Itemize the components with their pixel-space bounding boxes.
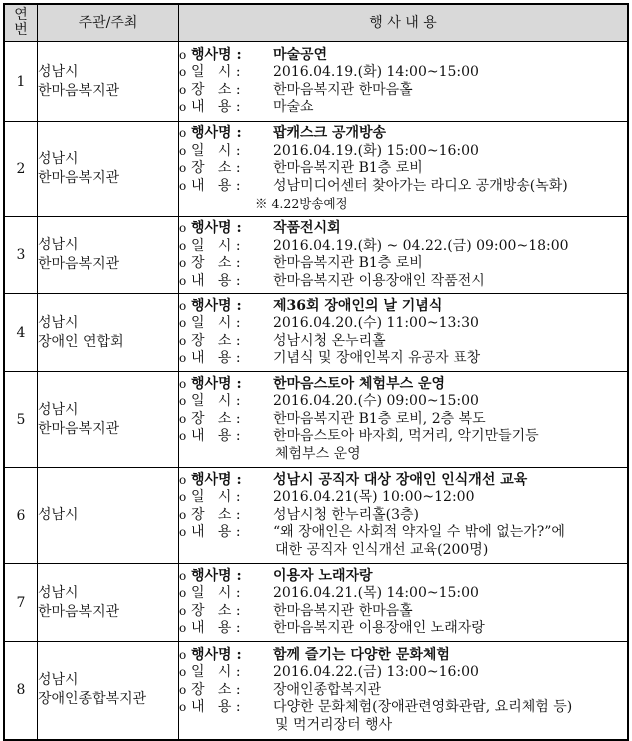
- bullet-mark: o: [179, 221, 187, 235]
- label-place: 장 소 :: [191, 506, 241, 523]
- label-date: 일 시 :: [191, 393, 241, 410]
- detail-line-detail: [179, 524, 627, 542]
- label-detail: 내 용 :: [191, 620, 241, 636]
- value-name: 제36회 장애인의 날 기념식: [273, 297, 443, 314]
- table-row: [4, 468, 628, 564]
- row-number: 7: [4, 564, 38, 642]
- label-name: 행사명 :: [191, 646, 242, 663]
- organizer-line1: 성남시: [38, 63, 79, 80]
- organizer-line2: 한마음복지관: [38, 82, 120, 99]
- bullet-mark: o: [179, 143, 187, 158]
- bullet-mark: o: [179, 411, 187, 426]
- value-detail: 기념식 및 장애인복지 유공자 표창: [273, 350, 481, 366]
- row-organizer: [38, 564, 179, 642]
- row-organizer: [38, 468, 179, 564]
- row-organizer: [38, 42, 179, 122]
- label-date: 일 시 :: [191, 489, 241, 506]
- broadcast-note: ※ 4.22방송예정: [255, 196, 348, 212]
- value-date: 2016.04.21.(목) 14:00~15:00: [273, 585, 479, 601]
- row-number: 6: [4, 468, 38, 564]
- value-name: 작품전시회: [273, 220, 341, 236]
- detail-line-name: [179, 298, 627, 316]
- detail-line-date: [179, 393, 627, 411]
- value-place: 장애인종합복지관: [273, 681, 382, 698]
- detail-line-place: [179, 160, 627, 178]
- row-organizer: [38, 372, 179, 468]
- value-detail: “왜 장애인은 사회적 약자일 수 밖에 없는가?”에: [273, 524, 565, 541]
- label-place: 장 소 :: [191, 255, 241, 271]
- organizer-line2: 장애인 연합회: [38, 333, 124, 350]
- value-detail: 다양한 문화체험(장애관련영화관람, 요리체험 등): [273, 699, 573, 715]
- detail-line-date: [179, 315, 627, 333]
- table-row: [4, 294, 628, 372]
- label-place: 장 소 :: [191, 160, 241, 177]
- bullet-mark: o: [179, 100, 187, 114]
- bullet-mark: o: [179, 647, 187, 662]
- label-place: 장 소 :: [191, 410, 241, 427]
- organizer-line2: 한마음복지관: [38, 170, 120, 186]
- organizer-line1: 성남시: [38, 401, 79, 418]
- label-detail: 내 용 :: [191, 428, 241, 445]
- bullet-mark: o: [179, 700, 187, 714]
- value-name: 이용자 노래자랑: [273, 567, 373, 584]
- value-place: 성남시청 온누리홀: [273, 332, 386, 349]
- value-detail: 한마음스토아 바자회, 먹거리, 악기만들기등: [273, 428, 539, 445]
- value-place: 한마음복지관 한마음홀: [273, 81, 413, 98]
- label-date: 일 시 :: [191, 64, 241, 80]
- bullet-mark: o: [179, 507, 187, 522]
- detail-line-detail: [179, 99, 627, 117]
- bullet-mark: o: [179, 586, 187, 600]
- table-row: [4, 217, 628, 294]
- detail-line-name: [179, 568, 627, 586]
- row-content: [179, 122, 629, 217]
- value-date: 2016.04.19.(화) 14:00~15:00: [273, 64, 479, 80]
- label-name: 행사명 :: [191, 297, 242, 314]
- label-date: 일 시 :: [191, 664, 241, 680]
- detail-continuation: 대한 공직자 인식개선 교육(200명): [275, 541, 489, 558]
- value-date: 2016.04.20.(수) 11:00~13:30: [273, 315, 479, 331]
- bullet-mark: o: [179, 333, 187, 348]
- detail-line-date: [179, 585, 627, 603]
- organizer-line1: 성남시: [38, 584, 79, 601]
- detail-line-date: [179, 64, 627, 82]
- bullet-mark: o: [179, 273, 187, 288]
- detail-line-detail: [179, 178, 627, 196]
- value-date: 2016.04.20.(수) 09:00~15:00: [273, 393, 479, 410]
- value-place: 한마음복지관 B1층 로비, 2층 복도: [273, 410, 486, 427]
- row-number: 3: [4, 217, 38, 294]
- row-content: [179, 564, 629, 642]
- bullet-mark: o: [179, 568, 187, 583]
- bullet-mark: o: [179, 238, 187, 253]
- label-detail: 내 용 :: [191, 699, 241, 715]
- detail-line-date: [179, 143, 627, 161]
- organizer-line1: 성남시: [38, 507, 79, 523]
- row-number: 1: [4, 42, 38, 122]
- row-content: [179, 642, 629, 740]
- table-row: [4, 372, 628, 468]
- label-detail: 내 용 :: [191, 99, 241, 115]
- table-row: [4, 122, 628, 217]
- detail-line-name: [179, 472, 627, 490]
- label-name: 행사명 :: [191, 375, 242, 392]
- table-body: [4, 42, 628, 740]
- label-date: 일 시 :: [191, 585, 241, 601]
- bullet-mark: o: [179, 298, 187, 313]
- label-place: 장 소 :: [191, 681, 241, 698]
- header-number-line2: 번: [14, 22, 28, 38]
- bullet-mark: o: [179, 126, 187, 141]
- header-organizer: 주관/주최: [38, 4, 179, 42]
- label-place: 장 소 :: [191, 332, 241, 349]
- detail-line-date: [179, 489, 627, 507]
- detail-line-place: [179, 507, 627, 525]
- detail-line-detail: [179, 273, 627, 291]
- label-date: 일 시 :: [191, 237, 241, 254]
- organizer-line1: 성남시: [38, 314, 79, 331]
- table-row: [4, 642, 628, 740]
- bullet-mark: o: [179, 665, 187, 679]
- header-number-line1: 연: [14, 7, 28, 23]
- value-detail: 성남미디어센터 찾아가는 라디오 공개방송(녹화): [273, 177, 568, 194]
- value-name: 함께 즐기는 다양한 문화체험: [273, 646, 450, 663]
- row-content: [179, 217, 629, 294]
- detail-line-place: [179, 682, 627, 700]
- value-date: 2016.04.19.(화) 15:00~16:00: [273, 142, 479, 159]
- label-name: 행사명 :: [191, 567, 242, 584]
- label-name: 행사명 :: [191, 220, 242, 236]
- organizer-line2: 한마음복지관: [38, 256, 120, 272]
- bullet-mark: o: [179, 394, 187, 409]
- label-name: 행사명 :: [191, 471, 242, 488]
- label-name: 행사명 :: [191, 125, 242, 142]
- bullet-mark: o: [179, 621, 187, 635]
- detail-continuation: 체험부스 운영: [275, 445, 361, 462]
- detail-line-date: [179, 664, 627, 682]
- value-detail: 마술쇼: [273, 99, 314, 115]
- bullet-mark: o: [179, 47, 187, 62]
- bullet-mark: o: [179, 490, 187, 505]
- organizer-line1: 성남시: [38, 237, 79, 253]
- value-name: 팝캐스크 공개방송: [273, 125, 387, 142]
- value-date: 2016.04.21(목) 10:00~12:00: [273, 489, 475, 506]
- row-content: [179, 294, 629, 372]
- row-number: 2: [4, 122, 38, 217]
- detail-line-place: [179, 255, 627, 273]
- bullet-mark: o: [179, 65, 187, 79]
- value-name: 마술공연: [273, 46, 328, 63]
- value-place: 한마음복지관 B1층 로비: [273, 255, 423, 271]
- row-organizer: [38, 294, 179, 372]
- detail-line-place: [179, 82, 627, 100]
- value-detail: 한마음복지관 이용장애인 노래자랑: [273, 620, 485, 636]
- detail-line-detail: [179, 620, 627, 638]
- organizer-line1: 성남시: [38, 672, 79, 689]
- row-organizer: [38, 122, 179, 217]
- label-name: 행사명 :: [191, 46, 242, 63]
- bullet-mark: o: [179, 351, 187, 365]
- bullet-mark: o: [179, 161, 187, 176]
- value-name: 성남시 공직자 대상 장애인 인식개선 교육: [273, 471, 528, 488]
- row-organizer: [38, 642, 179, 740]
- label-place: 장 소 :: [191, 81, 241, 98]
- row-number: 4: [4, 294, 38, 372]
- bullet-mark: o: [179, 316, 187, 330]
- row-content: [179, 468, 629, 564]
- bullet-mark: o: [179, 376, 187, 391]
- bullet-mark: o: [179, 603, 187, 618]
- organizer-line1: 성남시: [38, 151, 79, 167]
- value-place: 한마음복지관 B1층 로비: [273, 160, 423, 177]
- value-date: 2016.04.22.(금) 13:00~16:00: [273, 664, 479, 680]
- bullet-mark: o: [179, 429, 187, 444]
- label-detail: 내 용 :: [191, 524, 241, 541]
- table-row: [4, 42, 628, 122]
- value-place: 한마음복지관 한마음홀: [273, 602, 413, 619]
- detail-line-name: [179, 376, 627, 394]
- row-number: 5: [4, 372, 38, 468]
- event-table: [3, 3, 629, 741]
- value-detail: 한마음복지관 이용장애인 작품전시: [273, 272, 485, 289]
- detail-line-place: [179, 333, 627, 351]
- row-content: [179, 42, 629, 122]
- header-number: [4, 4, 38, 42]
- label-detail: 내 용 :: [191, 177, 241, 194]
- label-detail: 내 용 :: [191, 350, 241, 366]
- detail-line-date: [179, 238, 627, 256]
- row-number: 8: [4, 642, 38, 740]
- bullet-mark: o: [179, 82, 187, 97]
- value-place: 성남시청 한누리홀(3층): [273, 506, 419, 523]
- detail-line-detail: [179, 428, 627, 446]
- bullet-mark: o: [179, 525, 187, 540]
- detail-line-name: [179, 125, 627, 143]
- value-date: 2016.04.19.(화) ~ 04.22.(금) 09:00~18:00: [273, 237, 569, 254]
- organizer-line2: 한마음복지관: [38, 420, 120, 437]
- header-content: 행 사 내 용: [179, 4, 629, 42]
- detail-line-detail: [179, 350, 627, 368]
- bullet-mark: o: [179, 472, 187, 487]
- bullet-mark: o: [179, 256, 187, 270]
- table-header-row: [4, 4, 628, 42]
- detail-line-detail: [179, 699, 627, 717]
- detail-continuation: 및 먹거리장터 행사: [275, 716, 393, 733]
- detail-line-name: [179, 47, 627, 65]
- row-content: [179, 372, 629, 468]
- detail-line-name: [179, 220, 627, 238]
- detail-line-name: [179, 647, 627, 665]
- detail-line-place: [179, 411, 627, 429]
- bullet-mark: o: [179, 178, 187, 193]
- label-date: 일 시 :: [191, 315, 241, 331]
- value-name: 한마음스토아 체험부스 운영: [273, 375, 446, 392]
- label-date: 일 시 :: [191, 142, 241, 159]
- label-detail: 내 용 :: [191, 272, 241, 289]
- organizer-line2: 한마음복지관: [38, 603, 120, 620]
- organizer-line2: 장애인종합복지관: [38, 691, 147, 708]
- detail-line-place: [179, 603, 627, 621]
- row-organizer: [38, 217, 179, 294]
- table-row: [4, 564, 628, 642]
- label-place: 장 소 :: [191, 602, 241, 619]
- bullet-mark: o: [179, 682, 187, 697]
